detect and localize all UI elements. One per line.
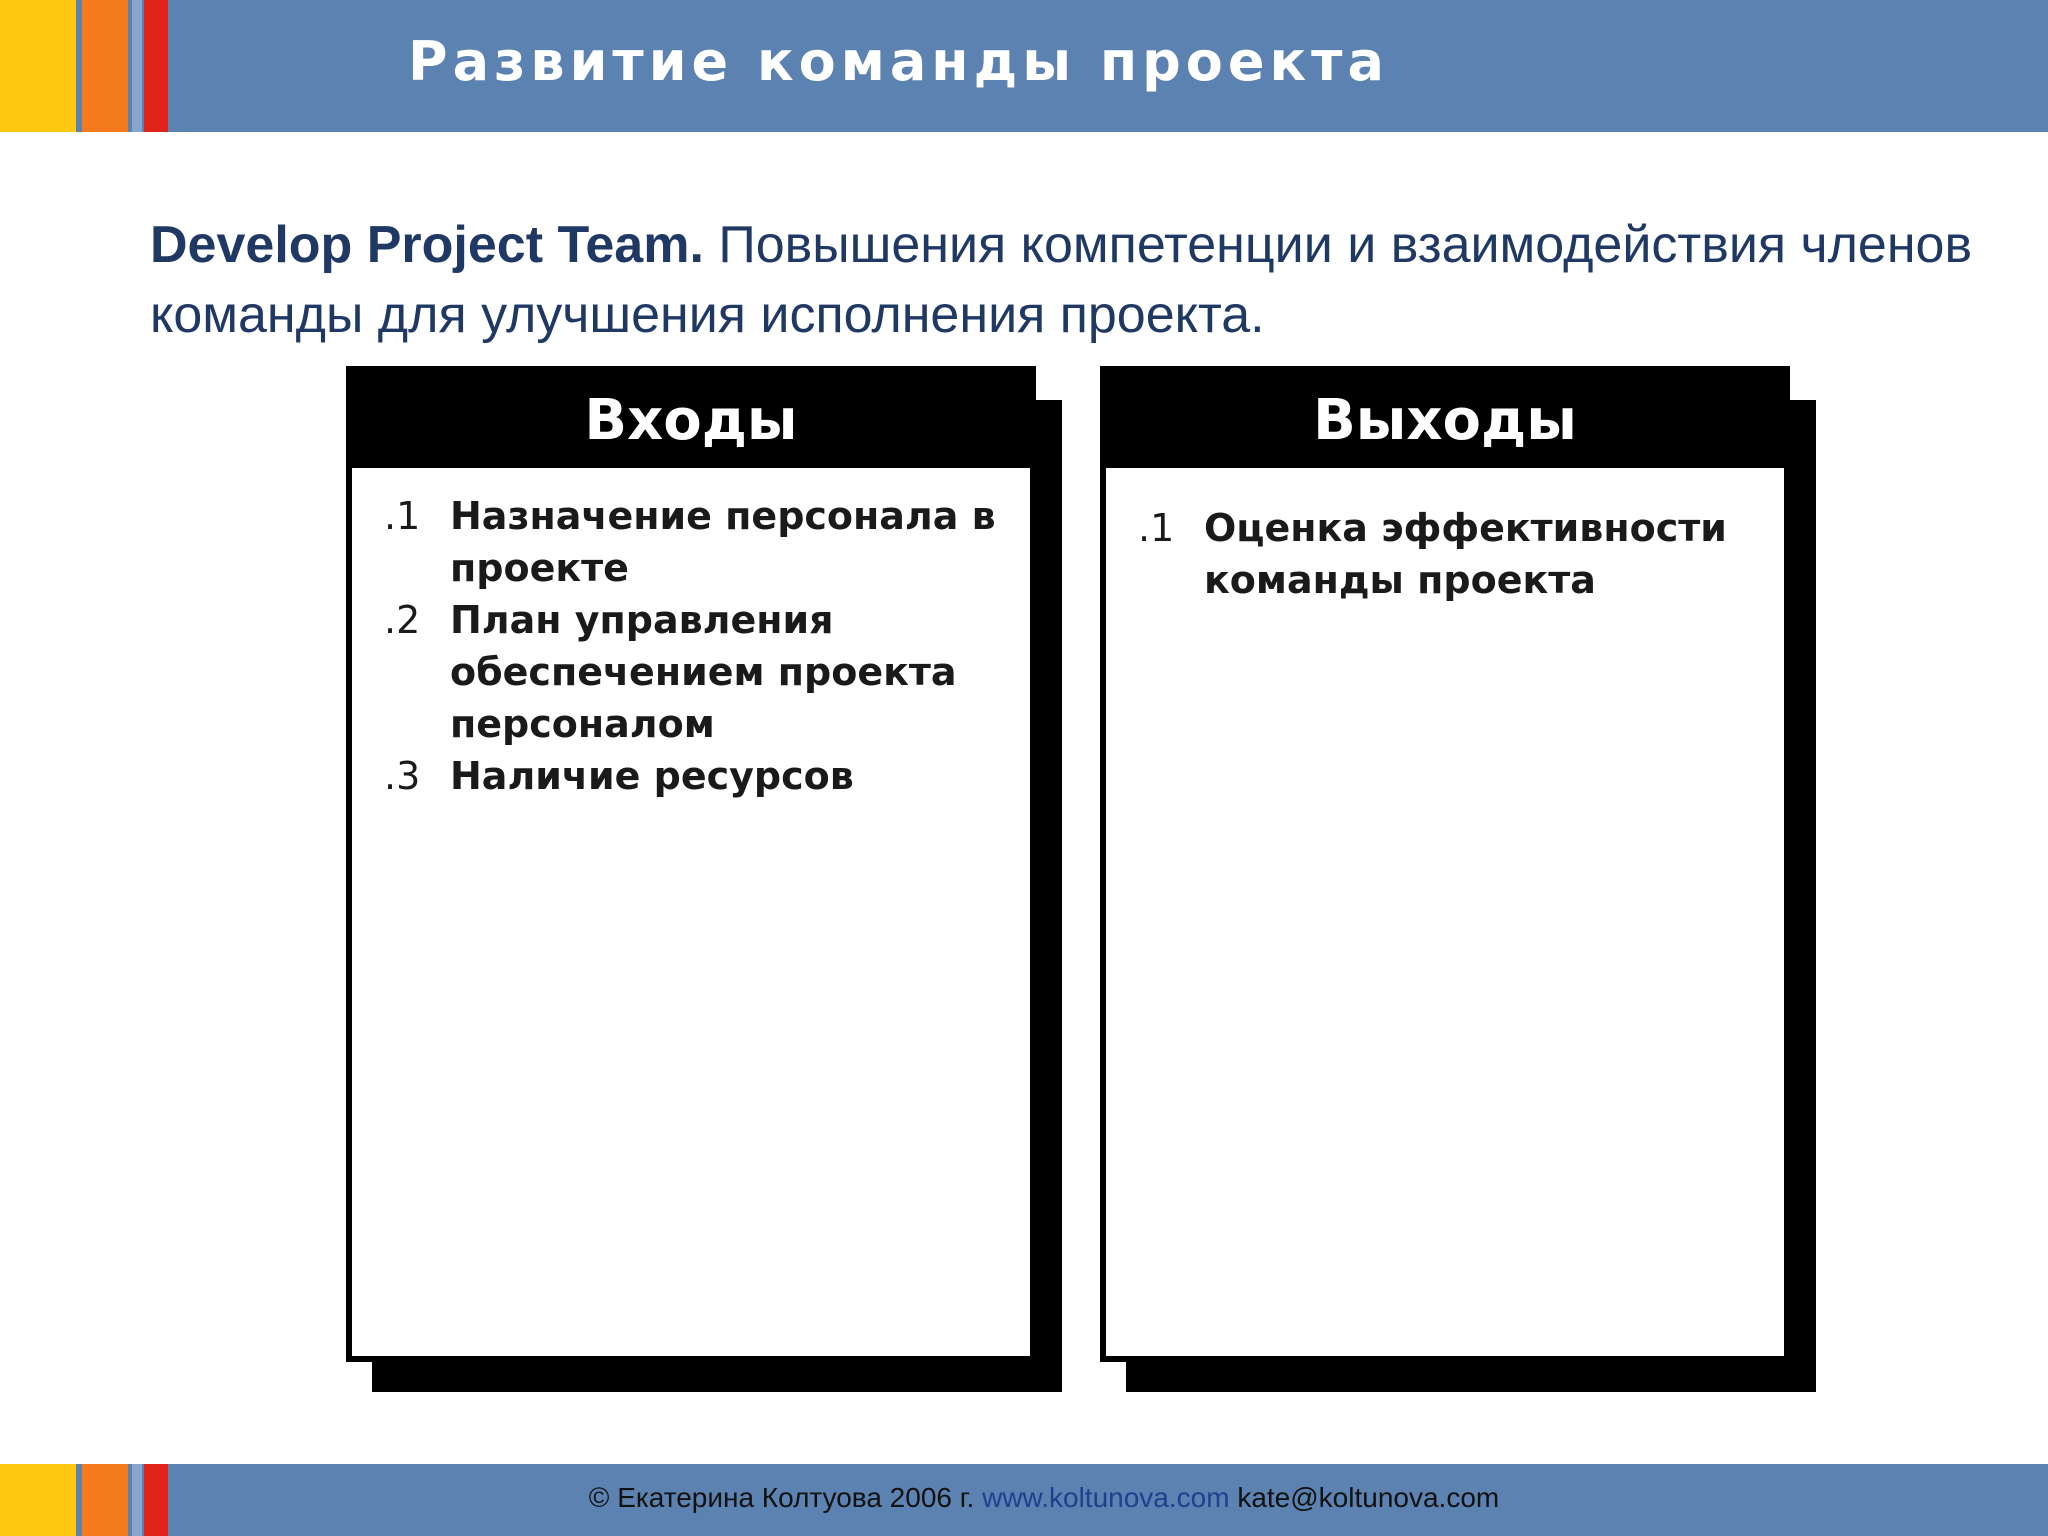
header-bar bbox=[0, 0, 2048, 132]
item-number: .3 bbox=[384, 754, 421, 798]
inputs-list bbox=[352, 490, 1030, 802]
red-stripe bbox=[144, 0, 168, 132]
light-blue-stripe bbox=[132, 0, 142, 132]
item-number: .1 bbox=[384, 494, 421, 538]
footer-copyright: © Екатерина Колтуова 2006 г. bbox=[588, 1482, 975, 1513]
description-term: Develop Project Team. bbox=[150, 216, 704, 274]
outputs-box-body bbox=[1106, 468, 1784, 1356]
footer-website-link[interactable]: www.koltunova.com bbox=[982, 1482, 1230, 1513]
item-number: .2 bbox=[384, 598, 421, 642]
item-number: .1 bbox=[1138, 506, 1175, 550]
description-text: Повышения компетенции и взаимодействия членов команды для улучшения исполнения проекта. bbox=[150, 216, 1973, 344]
outputs-list bbox=[1106, 502, 1784, 606]
footer-text bbox=[0, 1482, 2048, 1514]
list-item bbox=[352, 750, 1030, 802]
list-item bbox=[352, 490, 1030, 594]
footer-email[interactable]: kate@koltunova.com bbox=[1237, 1482, 1500, 1513]
footer-bar bbox=[0, 1464, 2048, 1536]
outputs-box-notch bbox=[1794, 366, 1816, 400]
list-item bbox=[1106, 502, 1784, 606]
inputs-box-title: Входы bbox=[584, 388, 798, 453]
item-text: Наличие ресурсов bbox=[450, 754, 854, 798]
item-text: Оценка эффективности команды проекта bbox=[1204, 506, 1727, 602]
yellow-stripe bbox=[0, 0, 76, 132]
list-item bbox=[352, 594, 1030, 750]
orange-stripe bbox=[82, 0, 128, 132]
outputs-box bbox=[1100, 366, 1790, 1362]
item-text: Назначение персонала в проекте bbox=[450, 494, 996, 590]
inputs-box bbox=[346, 366, 1036, 1362]
inputs-box-body bbox=[352, 468, 1030, 1356]
slide-title: Развитие команды проекта bbox=[408, 30, 1389, 93]
inputs-box-notch bbox=[1040, 366, 1062, 400]
description bbox=[150, 210, 1980, 350]
outputs-box-title: Выходы bbox=[1313, 388, 1577, 453]
item-text: План управления обеспечением проекта персоналом bbox=[450, 598, 957, 746]
